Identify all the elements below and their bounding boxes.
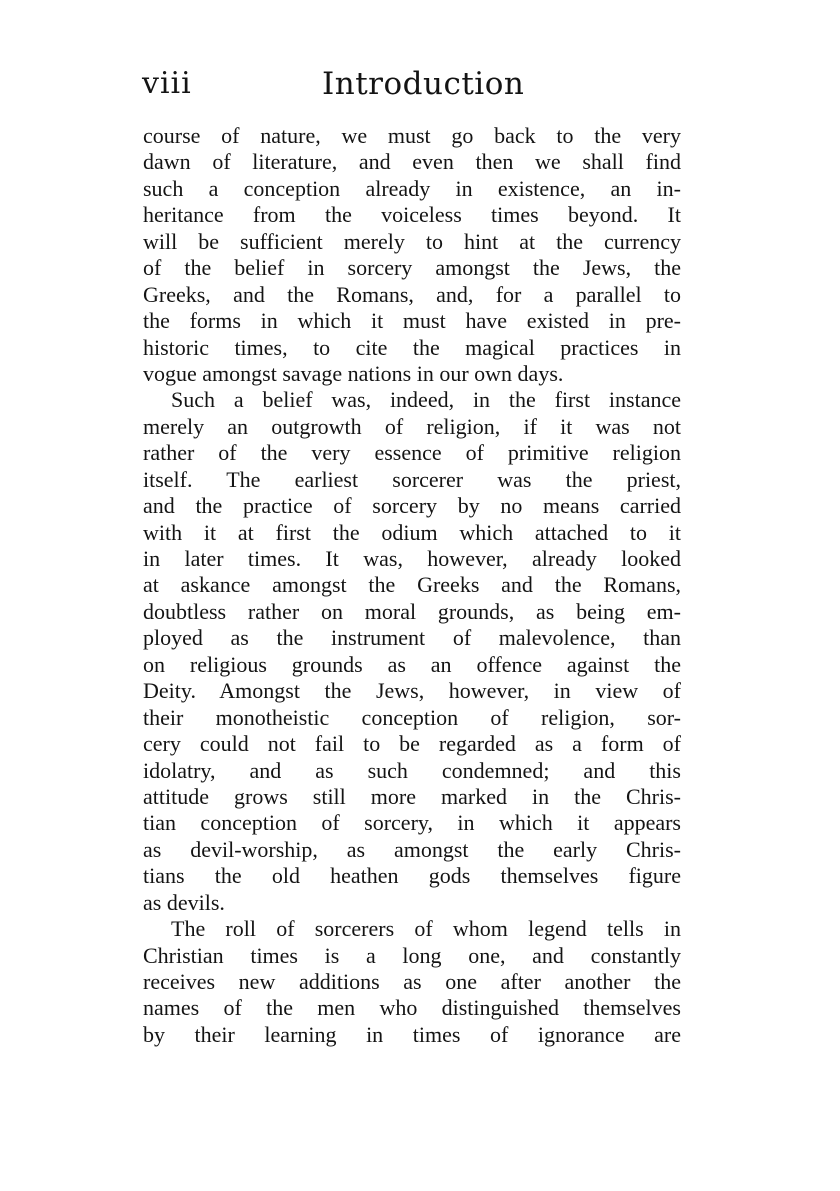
text-line: vogue amongst savage nations in our own days. (143, 360, 564, 386)
text-line: Such a belief was, indeed, in the first instance (171, 387, 681, 413)
text-line: as devils. (143, 889, 225, 915)
text-line: receives new additions as one after another the (143, 969, 681, 994)
text-line: historic times, to cite the magical practices in (143, 334, 681, 360)
chapter-title: Introduction (322, 66, 525, 102)
text-line: and the practice of sorcery by no means carried (143, 493, 681, 519)
text-line: tians the old heathen gods themselves figure (143, 863, 681, 889)
text-line: tian conception of sorcery, in which it appears (143, 810, 681, 836)
text-line: in later times. It was, however, already looked (143, 546, 681, 571)
text-line: doubtless rather on moral grounds, as being em- (143, 598, 681, 624)
text-line: course of nature, we must go back to the very (143, 123, 681, 148)
text-line: The roll of sorcerers of whom legend tells in (171, 916, 681, 942)
text-line: merely an outgrowth of religion, if it was not (143, 413, 681, 439)
text-line: itself. The earliest sorcerer was the priest, (143, 466, 681, 492)
text-line: on religious grounds as an offence against the (143, 651, 681, 677)
text-line: rather of the very essence of primitive religion (143, 440, 681, 466)
text-line: by their learning in times of ignorance are (143, 1021, 681, 1047)
text-line: names of the men who distinguished themselves (143, 995, 681, 1021)
text-line: ployed as the instrument of malevolence, than (143, 625, 681, 651)
text-line: with it at first the odium which attached to it (143, 519, 681, 545)
text-line: will be sufficient merely to hint at the currency (143, 228, 681, 254)
text-line: idolatry, and as such condemned; and this (143, 757, 681, 783)
text-line: of the belief in sorcery amongst the Jews, the (143, 255, 681, 281)
text-line: Greeks, and the Romans, and, for a parallel to (143, 281, 681, 307)
text-line: Christian times is a long one, and constantly (143, 942, 681, 968)
page-number: viii (142, 66, 192, 101)
running-head (142, 62, 702, 106)
text-line: such a conception already in existence, an in- (143, 175, 681, 201)
text-line: attitude grows still more marked in the Chris- (143, 783, 681, 809)
text-line: at askance amongst the Greeks and the Romans, (143, 572, 681, 598)
text-line: their monotheistic conception of religion, sor- (143, 704, 681, 730)
text-line: dawn of literature, and even then we shall find (143, 149, 681, 175)
text-line: cery could not fail to be regarded as a form of (143, 731, 681, 757)
text-line: heritance from the voiceless times beyond. It (143, 202, 681, 228)
body-text (143, 123, 681, 1048)
text-line: as devil-worship, as amongst the early Chris- (143, 836, 681, 862)
text-line: the forms in which it must have existed in pre- (143, 308, 681, 334)
text-line: Deity. Amongst the Jews, however, in view of (143, 678, 681, 704)
